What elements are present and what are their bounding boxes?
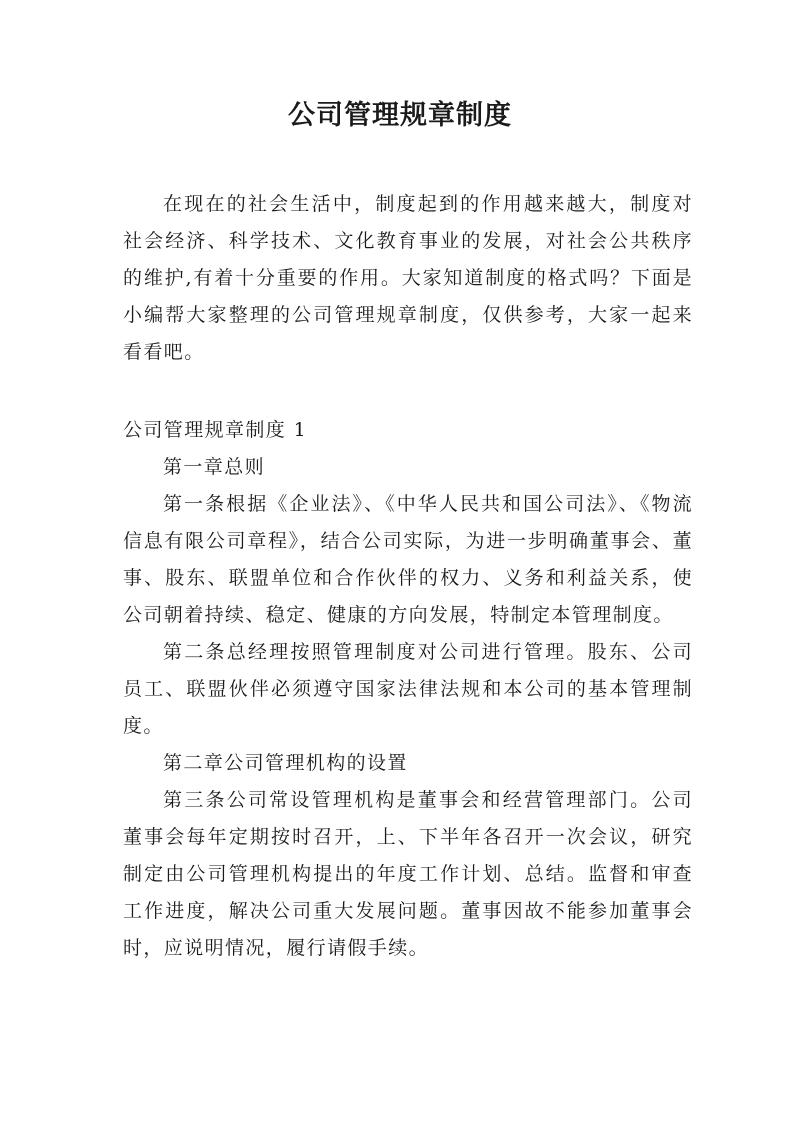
intro-paragraph: 在现在的社会生活中，制度起到的作用越来越大，制度对社会经济、科学技术、文化教育事业的发展，对社会公共秩序的维护,有着十分重要的作用。大家知道制度的格式吗？下面是小编帮大家整理的公司管理规章制度，仅供参考，大家一起来看看吧。 [123, 193, 693, 363]
section-title: 公司管理规章制度 1 [123, 419, 308, 441]
document-title: 公司管理规章制度 [288, 100, 512, 131]
chapter-1-heading: 第一章总则 [163, 456, 266, 478]
article-3-paragraph: 第三条公司常设管理机构是董事会和经营管理部门。公司董事会每年定期按时召开，上、下半年各召开一次会议，研究制定由公司管理机构提出的年度工作计划、总结。监督和审查工作进度，解决公司重大发展问题。董事因故不能参加董事会时，应说明情况，履行请假手续。 [123, 789, 693, 959]
content-section [123, 412, 693, 967]
chapter-2-heading: 第二章公司管理机构的设置 [163, 752, 408, 774]
article-1-paragraph: 第一条根据《企业法》、《中华人民共和国公司法》、《物流信息有限公司章程》，结合公司实际，为进一步明确董事会、董事、股东、联盟单位和合作伙伴的权力、义务和利益关系，使公司朝着持续、稳定、健康的方向发展，特制定本管理制度。 [123, 493, 693, 626]
article-2-paragraph: 第二条总经理按照管理制度对公司进行管理。股东、公司员工、联盟伙伴必须遵守国家法律法规和本公司的基本管理制度。 [123, 641, 693, 737]
intro-section [123, 186, 693, 371]
